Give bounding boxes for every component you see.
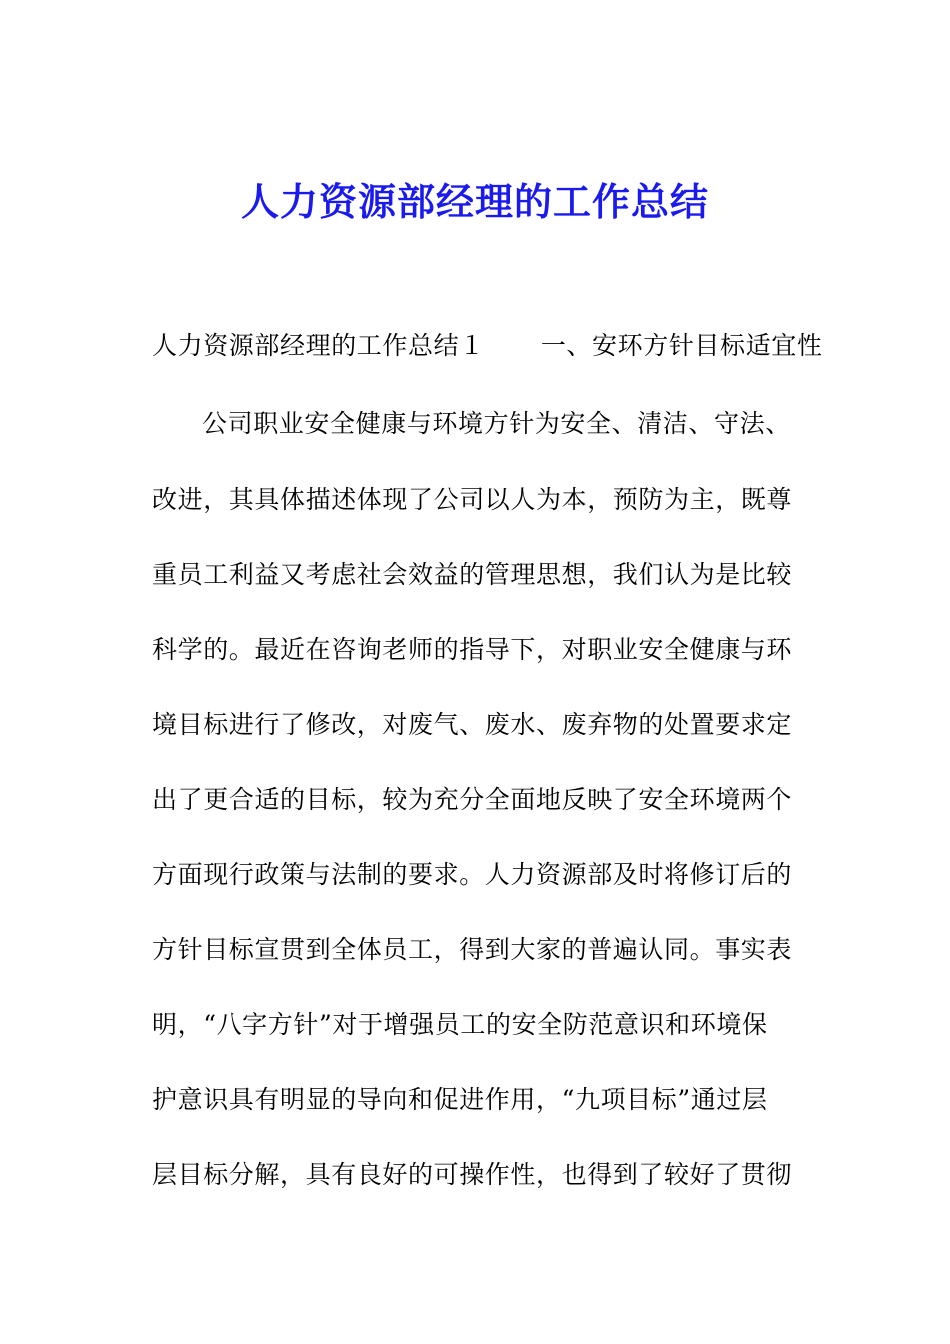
body-line: 层目标分解，具有良好的可操作性，也得到了较好了贯彻 xyxy=(152,1160,793,1189)
body-line: 境目标进行了修改，对废气、废水、废弃物的处置要求定 xyxy=(152,710,793,739)
body-line: 公司职业安全健康与环境方针为安全、清洁、守法、 xyxy=(202,409,791,438)
body-line: 方针目标宣贯到全体员工，得到大家的普遍认同。事实表 xyxy=(152,935,793,964)
body-line: 出了更合适的目标，较为充分全面地反映了安全环境两个 xyxy=(152,785,793,814)
body-line: 护意识具有明显的导向和促进作用，“九项目标”通过层 xyxy=(152,1085,768,1114)
body-line: 方面现行政策与法制的要求。人力资源部及时将修订后的 xyxy=(152,860,793,889)
document-title: 人力资源部经理的工作总结 xyxy=(240,179,709,224)
heading-left: 人力资源部经理的工作总结１ xyxy=(152,331,485,360)
body-line: 重员工利益又考虑社会效益的管理思想，我们认为是比较 xyxy=(152,560,793,589)
heading-line xyxy=(152,326,822,366)
body-line: 明，“八字方针”对于增强员工的安全防范意识和环境保 xyxy=(152,1010,768,1039)
heading-right: 一、安环方针目标适宜性 xyxy=(540,331,823,360)
body-line: 改进，其具体描述体现了公司以人为本，预防为主，既尊 xyxy=(152,485,793,514)
body-line: 科学的。最近在咨询老师的指导下，对职业安全健康与环 xyxy=(152,635,793,664)
